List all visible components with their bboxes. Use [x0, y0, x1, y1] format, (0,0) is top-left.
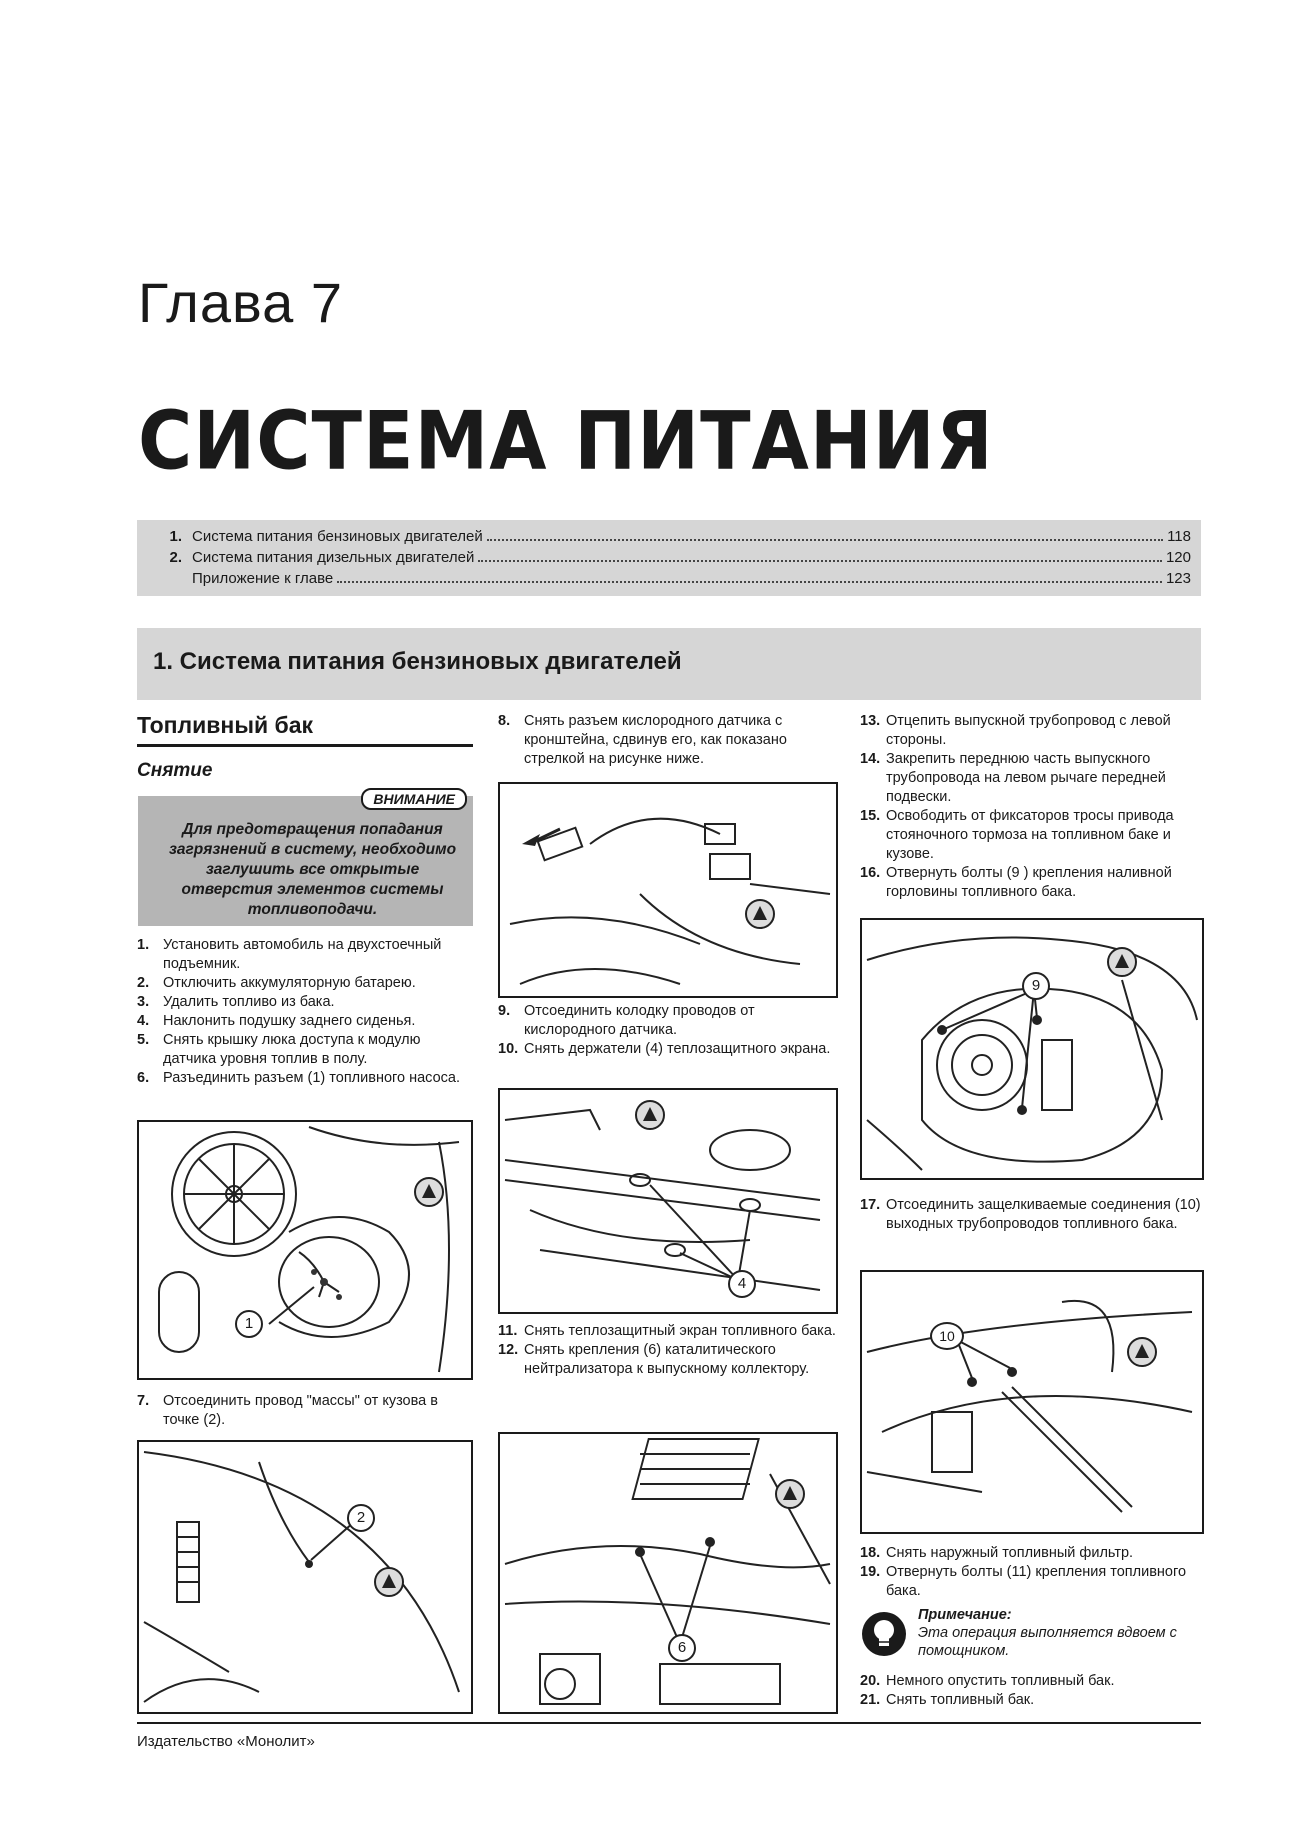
figure-ground-wire [137, 1440, 473, 1714]
step-number: 13. [860, 713, 881, 729]
list-item [137, 936, 477, 974]
steps-list [137, 936, 477, 1088]
list-item [137, 974, 477, 993]
step-text: Установить автомобиль на двухстоечный подъемник. [163, 937, 442, 972]
step-text: Освободить от фиксаторов тросы привода стояночного тормоза на топливном баке и кузове. [886, 808, 1174, 862]
list-item [860, 750, 1202, 807]
step-text: Немного опустить топливный бак. [886, 1673, 1115, 1689]
heading-rule [137, 744, 473, 747]
steps-list [860, 1672, 1202, 1710]
chapter-title: СИСТЕМА ПИТАНИЯ [138, 395, 994, 488]
step-text: Отключить аккумуляторную батарею. [163, 975, 416, 991]
list-item [860, 1691, 1202, 1710]
steps-list [860, 712, 1202, 902]
list-item [137, 1392, 473, 1430]
toc-row[interactable] [137, 570, 1201, 590]
step-number: 10. [498, 1041, 519, 1057]
step-number: 7. [137, 1393, 150, 1409]
step-number: 9. [498, 1003, 511, 1019]
steps-list [860, 1196, 1202, 1234]
warning-text: Для предотвращения попадания загрязнений в систему, необходимо заглушить все открытые отверстия элементов системы топливоподачи. [168, 821, 457, 918]
list-item [860, 712, 1202, 750]
callout-2: 2 [347, 1504, 375, 1532]
figure-fuel-pump [137, 1120, 473, 1380]
step-text: Снять теплозащитный экран топливного бака. [524, 1323, 836, 1339]
step-number: 6. [137, 1070, 150, 1086]
step-text: Снять держатели (4) теплозащитного экрана. [524, 1041, 831, 1057]
list-item [498, 1322, 836, 1341]
step-text: Отсоединить защелкиваемые соединения (10) выходных трубопроводов топливного бака. [886, 1197, 1201, 1232]
list-item [137, 1012, 477, 1031]
list-item [137, 1031, 477, 1069]
toc-dots [478, 560, 1162, 562]
step-number: 15. [860, 808, 881, 824]
step-text: Снять наружный топливный фильтр. [886, 1545, 1134, 1561]
toc-num: 2. [169, 549, 182, 566]
list-item [860, 1563, 1202, 1601]
step-text: Удалить топливо из бака. [163, 994, 335, 1010]
step-number: 3. [137, 994, 150, 1010]
callout-9: 9 [1022, 972, 1050, 1000]
lightbulb-icon [860, 1610, 908, 1658]
step-text: Наклонить подушку заднего сиденья. [163, 1013, 416, 1029]
toc-row[interactable] [137, 549, 1201, 569]
step-text: Снять крышку люка доступа к модулю датчика уровня топлив в полу. [163, 1032, 421, 1067]
step-number: 16. [860, 865, 881, 881]
step-number: 12. [498, 1342, 519, 1358]
callout-10: 10 [930, 1322, 964, 1350]
step-text: Отвернуть болты (9 ) крепления наливной горловины топливного бака. [886, 865, 1172, 900]
warning-tag: ВНИМАНИЕ [361, 788, 467, 810]
publisher-footer: Издательство «Монолит» [137, 1733, 315, 1750]
list-item [860, 1672, 1202, 1691]
step-number: 21. [860, 1692, 881, 1708]
list-item [498, 1341, 836, 1379]
list-item [498, 1040, 836, 1059]
step-number: 14. [860, 751, 881, 767]
step-number: 2. [137, 975, 150, 991]
toc-page: 120 [1165, 549, 1191, 566]
steps-list [498, 1322, 836, 1379]
toc-label: Система питания бензиновых двигателей [192, 528, 483, 545]
step-text: Снять разъем кислородного датчика с кронштейна, сдвинув его, как показано стрелкой на рисунке ниже. [524, 713, 787, 767]
list-item [860, 864, 1202, 902]
figure-oxygen-sensor [498, 782, 838, 998]
toc-num: 1. [169, 528, 182, 545]
callout-4: 4 [728, 1270, 756, 1298]
heat-shield-illustration [500, 1090, 836, 1312]
note-label: Примечание: [918, 1607, 1012, 1623]
footer-rule [137, 1722, 1201, 1724]
fuel-lines-illustration [862, 1272, 1202, 1532]
subsection-heading: Топливный бак [137, 712, 314, 738]
filler-neck-illustration [862, 920, 1202, 1178]
catalytic-converter-illustration [500, 1434, 836, 1712]
fuel-pump-illustration [139, 1122, 471, 1378]
toc-dots [337, 581, 1162, 583]
list-item [860, 1544, 1202, 1563]
callout-6: 6 [668, 1634, 696, 1662]
figure-catalytic-converter [498, 1432, 838, 1714]
step-number: 18. [860, 1545, 881, 1561]
list-item [498, 1002, 836, 1040]
toc-page: 123 [1165, 570, 1191, 587]
figure-heat-shield [498, 1088, 838, 1314]
table-of-contents [137, 520, 1201, 596]
list-item [137, 1069, 477, 1088]
toc-label: Приложение к главе [192, 570, 334, 587]
procedure-heading: Снятие [137, 760, 213, 781]
list-item [860, 807, 1202, 864]
step-number: 20. [860, 1673, 881, 1689]
step-text: Отцепить выпускной трубопровод с левой стороны. [886, 713, 1171, 748]
step-number: 19. [860, 1564, 881, 1580]
step-text: Снять топливный бак. [886, 1692, 1035, 1708]
step-number: 17. [860, 1197, 881, 1213]
step-number: 4. [137, 1013, 150, 1029]
oxygen-sensor-illustration [500, 784, 836, 996]
step-number: 5. [137, 1032, 150, 1048]
step-text: Отсоединить провод "массы" от кузова в точке (2). [163, 1393, 438, 1428]
steps-list [860, 1544, 1202, 1601]
steps-list [498, 1002, 836, 1059]
step-text: Закрепить переднюю часть выпускного трубопровода на левом рычаге передней подвески. [886, 751, 1166, 805]
step-text: Снять крепления (6) каталитического нейтрализатора к выпускному коллектору. [524, 1342, 810, 1377]
steps-list [137, 1392, 473, 1430]
list-item [137, 993, 477, 1012]
toc-row[interactable] [137, 528, 1201, 548]
toc-dots [487, 539, 1163, 541]
figure-filler-neck [860, 918, 1204, 1180]
step-text: Разъединить разъем (1) топливного насоса. [163, 1070, 460, 1086]
section-title: 1. Система питания бензиновых двигателей [153, 648, 682, 675]
step-text: Отсоединить колодку проводов от кислородного датчика. [524, 1003, 755, 1038]
figure-fuel-lines [860, 1270, 1204, 1534]
step-number: 11. [498, 1323, 518, 1339]
step-text: Отвернуть болты (11) крепления топливного бака. [886, 1564, 1187, 1599]
note-box [860, 1606, 1202, 1666]
step-number: 1. [137, 937, 150, 953]
warning-box [138, 791, 473, 926]
note-text: Эта операция выполняется вдвоем с помощником. [918, 1625, 1177, 1659]
chapter-number: Глава 7 [138, 271, 343, 334]
steps-list [498, 712, 836, 769]
ground-wire-illustration [139, 1442, 471, 1712]
section-header [137, 628, 1201, 700]
list-item [860, 1196, 1202, 1234]
toc-label: Система питания дизельных двигателей [192, 549, 475, 566]
list-item [498, 712, 836, 769]
step-number: 8. [498, 713, 511, 729]
toc-page: 118 [1167, 528, 1191, 545]
callout-1: 1 [235, 1310, 263, 1338]
